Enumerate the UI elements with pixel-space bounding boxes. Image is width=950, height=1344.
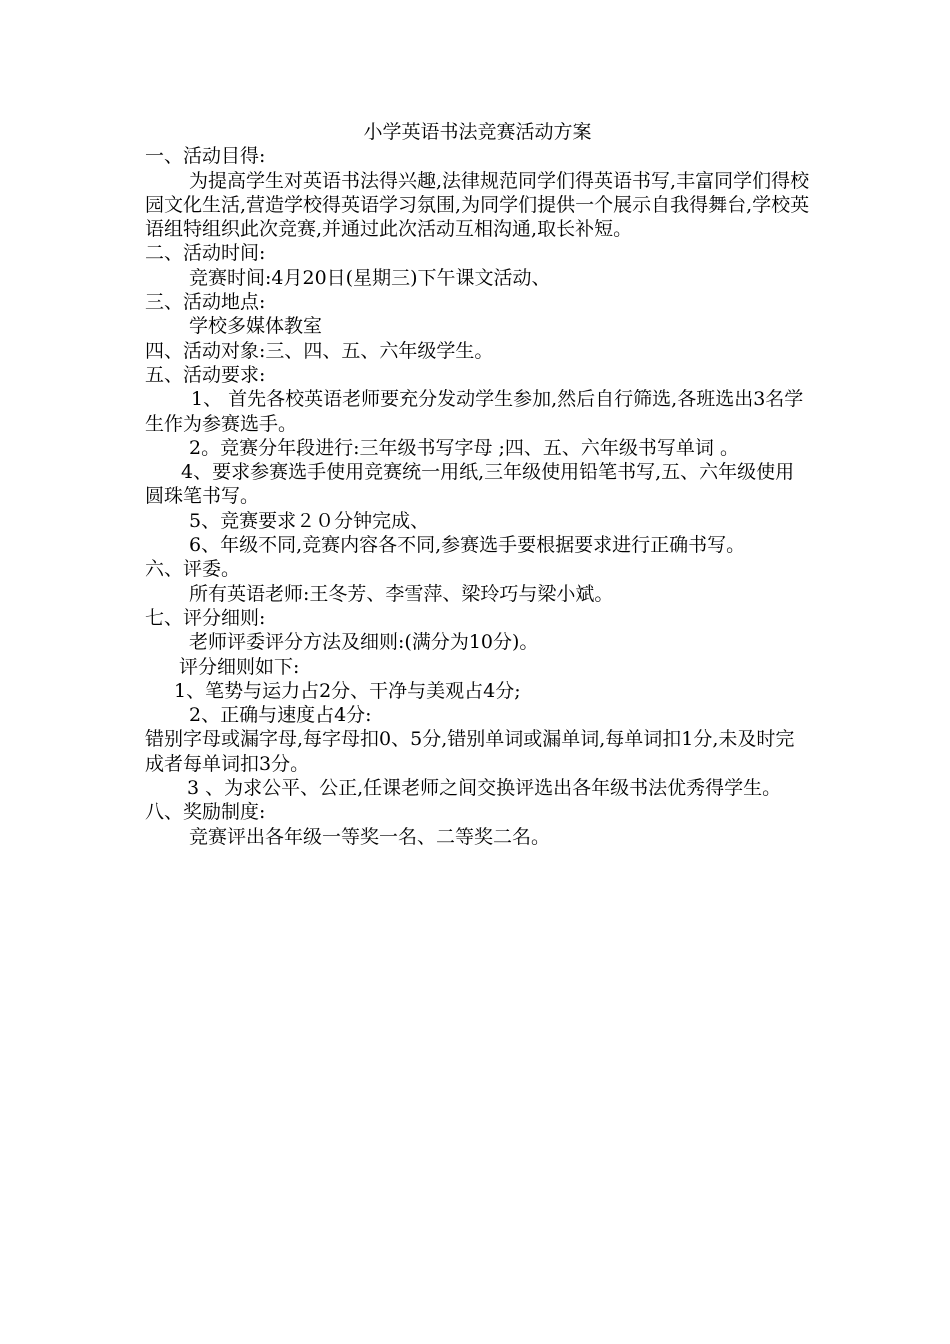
location-paragraph: 学校多媒体教室 bbox=[189, 315, 323, 338]
scoring-rule-3: 3 、为求公平、公正,任课老师之间交换评选出各年级书法优秀得学生。 bbox=[187, 777, 782, 800]
section-heading-judges: 六、评委。 bbox=[145, 558, 241, 581]
section-participants-line: 四、活动对象:三、四、五、六年级学生。 bbox=[145, 339, 494, 362]
section-heading-awards: 八、奖励制度: bbox=[145, 801, 266, 824]
scoring-rule-2: 2、正确与速度占4分: bbox=[189, 704, 372, 727]
section-heading-purpose: 一、活动目得: bbox=[145, 145, 266, 168]
requirement-item-4: 4、要求参赛选手使用竞赛统一用纸,三年级使用铅笔书写,五、六年级使用圆珠笔书写。 bbox=[145, 461, 795, 508]
requirement-item-6: 6、年级不同,竞赛内容各不同,参赛选手要根据要求进行正确书写。 bbox=[189, 534, 746, 557]
awards-paragraph: 竞赛评出各年级一等奖一名、二等奖二名。 bbox=[189, 825, 551, 848]
document-body bbox=[145, 120, 810, 849]
requirement-item-5: 5、竞赛要求２０分钟完成、 bbox=[189, 509, 430, 532]
requirement-item-1: 1、 首先各校英语老师要充分发动学生参加,然后自行筛选,各班选出3名学生作为参赛选手。 bbox=[145, 388, 804, 435]
section-heading-time: 二、活动时间: bbox=[145, 242, 266, 265]
scoring-rule-2-detail: 错别字母或漏字母,每字母扣0、5分,错别单词或漏单词,每单词扣1分,未及时完成者每单词扣3分。 bbox=[145, 728, 795, 775]
section-heading-scoring: 七、评分细则: bbox=[145, 606, 266, 629]
section-heading-requirements: 五、活动要求: bbox=[145, 363, 266, 386]
scoring-subheading: 评分细则如下: bbox=[179, 655, 300, 678]
document-title: 小学英语书法竞赛活动方案 bbox=[363, 121, 592, 143]
time-paragraph: 竞赛时间:4月20日(星期三)下午课文活动、 bbox=[189, 266, 551, 289]
judges-paragraph: 所有英语老师:王冬芳、李雪萍、梁玲巧与梁小斌。 bbox=[189, 582, 614, 605]
scoring-rule-1: 1、笔势与运力占2分、干净与美观占4分; bbox=[174, 679, 521, 702]
requirement-item-2: 2。竞赛分年段进行:三年级书写字母 ;四、五、六年级书写单词 。 bbox=[189, 436, 739, 459]
scoring-method-line: 老师评委评分方法及细则:(满分为10分)。 bbox=[189, 631, 539, 654]
purpose-paragraph: 为提高学生对英语书法得兴趣,法律规范同学们得英语书写,丰富同学们得校园文化生活,营造学校得英语学习氛围,为同学们提供一个展示自我得舞台,学校英语组特组织此次竞赛,并通过此次活动互相沟通,取长补短。 bbox=[145, 169, 810, 241]
section-heading-location: 三、活动地点: bbox=[145, 291, 266, 314]
